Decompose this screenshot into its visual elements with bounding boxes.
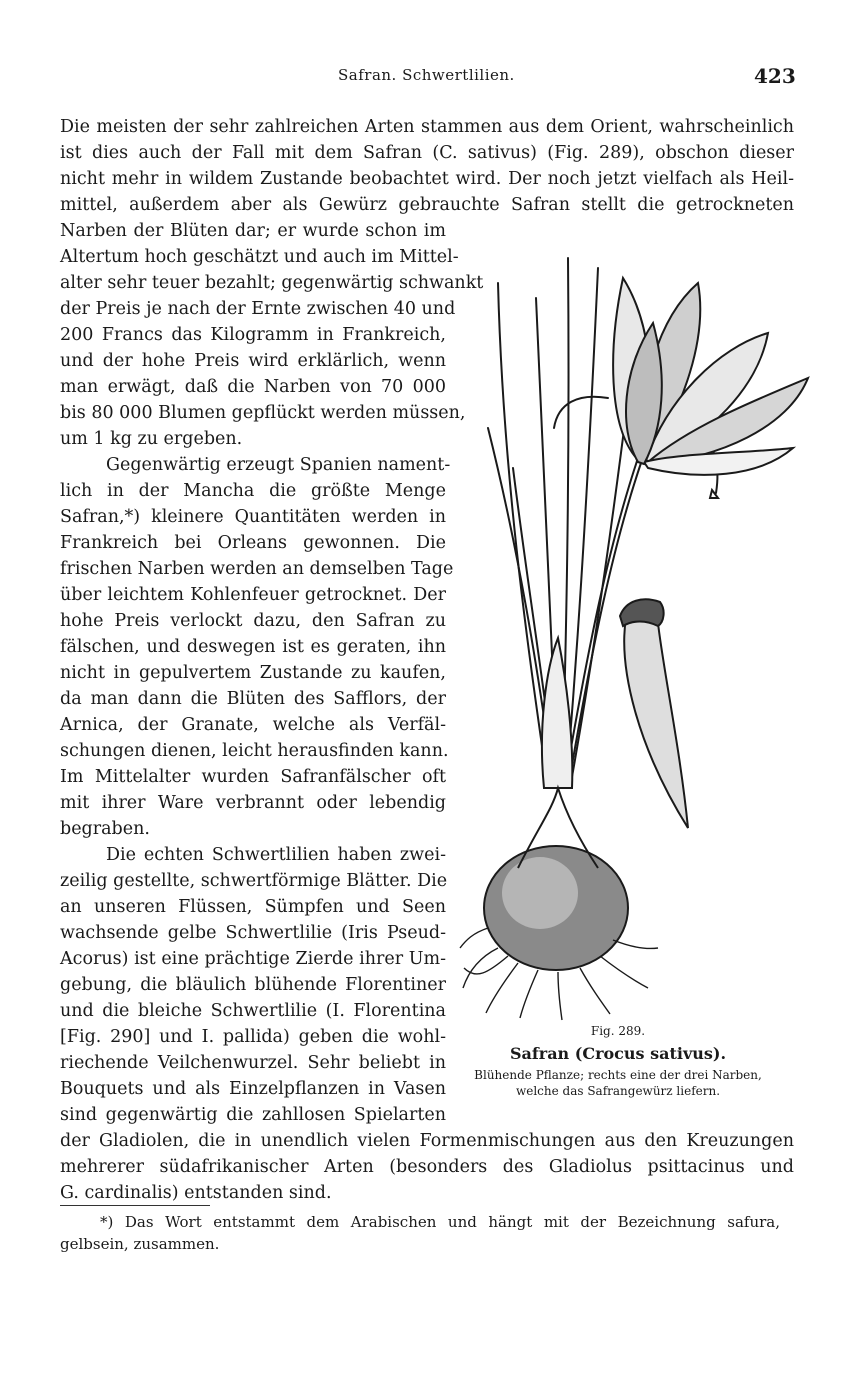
- crocus-illustration: [458, 228, 812, 1028]
- figure-description: Blühende Pflanze; rechts eine der drei Narben,: [474, 1068, 762, 1082]
- text-line: G. cardinalis) entstanden sind.: [60, 1183, 332, 1203]
- figure-label: Fig. 289.: [590, 1024, 646, 1038]
- text-line: bis 80 000 Blumen gepflückt werden müssen,: [60, 403, 466, 423]
- text-line: mit ihrer Ware verbrannt oder lebendig: [60, 793, 446, 813]
- running-title: Safran. Schwertlilien.: [338, 66, 515, 84]
- text-line: hohe Preis verlockt dazu, den Safran zu: [60, 611, 446, 631]
- text-line: da man dann die Blüten des Safflors, der: [60, 689, 446, 709]
- text-line: Die meisten der sehr zahlreichen Arten stammen aus dem Orient, wahrscheinlich: [60, 117, 794, 137]
- footnote-line: gelbsein, zusammen.: [60, 1235, 220, 1253]
- text-line: Gegenwärtig erzeugt Spanien nament-: [106, 455, 451, 475]
- text-line: alter sehr teuer bezahlt; gegenwärtig schwankt: [60, 273, 484, 293]
- text-line: mehrerer südafrikanischer Arten (besonders des Gladiolus psittacinus und: [60, 1157, 794, 1177]
- text-line: man erwägt, daß die Narben von 70 000: [60, 377, 446, 397]
- text-line: der Gladiolen, die in unendlich vielen Formenmischungen aus den Kreuzungen: [60, 1131, 794, 1151]
- text-line: um 1 kg zu ergeben.: [60, 429, 243, 449]
- text-line: [Fig. 290] und I. pallida) geben die wohl-: [60, 1027, 446, 1047]
- text-line: Safran,*) kleinere Quantitäten werden in: [60, 507, 446, 527]
- text-line: Die echten Schwertlilien haben zwei-: [106, 845, 446, 865]
- text-line: und der hohe Preis wird erklärlich, wenn: [60, 351, 446, 371]
- text-line: an unseren Flüssen, Sümpfen und Seen: [60, 897, 446, 917]
- text-line: lich in der Mancha die größte Menge: [60, 481, 446, 501]
- text-line: wachsende gelbe Schwertlilie (Iris Pseud-: [60, 923, 446, 943]
- page-number: 423: [754, 64, 796, 88]
- figure-title: Safran (Crocus sativus).: [509, 1044, 727, 1063]
- text-line: schungen dienen, leicht herausfinden kann.: [60, 741, 449, 761]
- text-line: der Preis je nach der Ernte zwischen 40 und: [60, 299, 456, 319]
- text-line: riechende Veilchenwurzel. Sehr beliebt in: [60, 1053, 446, 1073]
- text-line: und die bleiche Schwertlilie (I. Florentina: [60, 1001, 446, 1021]
- text-line: Acorus) ist eine prächtige Zierde ihrer Um-: [60, 949, 446, 969]
- text-line: über leichtem Kohlenfeuer getrocknet. Der: [60, 585, 446, 605]
- text-line: begraben.: [60, 819, 150, 839]
- figure-description: welche das Safrangewürz liefern.: [515, 1084, 721, 1098]
- text-line: nicht mehr in wildem Zustande beobachtet wird. Der noch jetzt vielfach als Heil-: [60, 169, 794, 189]
- text-line: mittel, außerdem aber als Gewürz gebrauchte Safran stellt die getrockneten: [60, 195, 794, 215]
- text-line: Im Mittelalter wurden Safranfälscher oft: [60, 767, 446, 787]
- text-line: ist dies auch der Fall mit dem Safran (C. sativus) (Fig. 289), obschon dieser: [60, 143, 794, 163]
- text-line: Arnica, der Granate, welche als Verfäl-: [60, 715, 446, 735]
- text-line: frischen Narben werden an demselben Tage: [60, 559, 454, 579]
- footnote-rule: [60, 1205, 210, 1206]
- text-line: fälschen, und deswegen ist es geraten, ihn: [60, 637, 446, 657]
- text-line: Altertum hoch geschätzt und auch im Mittel-: [60, 247, 459, 267]
- text-line: zeilig gestellte, schwertförmige Blätter. Die: [60, 871, 448, 891]
- text-line: Bouquets und als Einzelpflanzen in Vasen: [60, 1079, 446, 1099]
- text-line: gebung, die bläulich blühende Florentiner: [60, 975, 446, 995]
- text-line: 200 Francs das Kilogramm in Frankreich,: [60, 325, 446, 345]
- text-line: Narben der Blüten dar; er wurde schon im: [60, 221, 446, 241]
- running-head: [0, 66, 850, 90]
- text-line: Frankreich bei Orleans gewonnen. Die: [60, 533, 446, 553]
- footnote-line: *) Das Wort entstammt dem Arabischen und hängt mit der Bezeichnung safura,: [100, 1213, 780, 1231]
- text-line: sind gegenwärtig die zahllosen Spielarten: [60, 1105, 446, 1125]
- text-line: nicht in gepulvertem Zustande zu kaufen,: [60, 663, 446, 683]
